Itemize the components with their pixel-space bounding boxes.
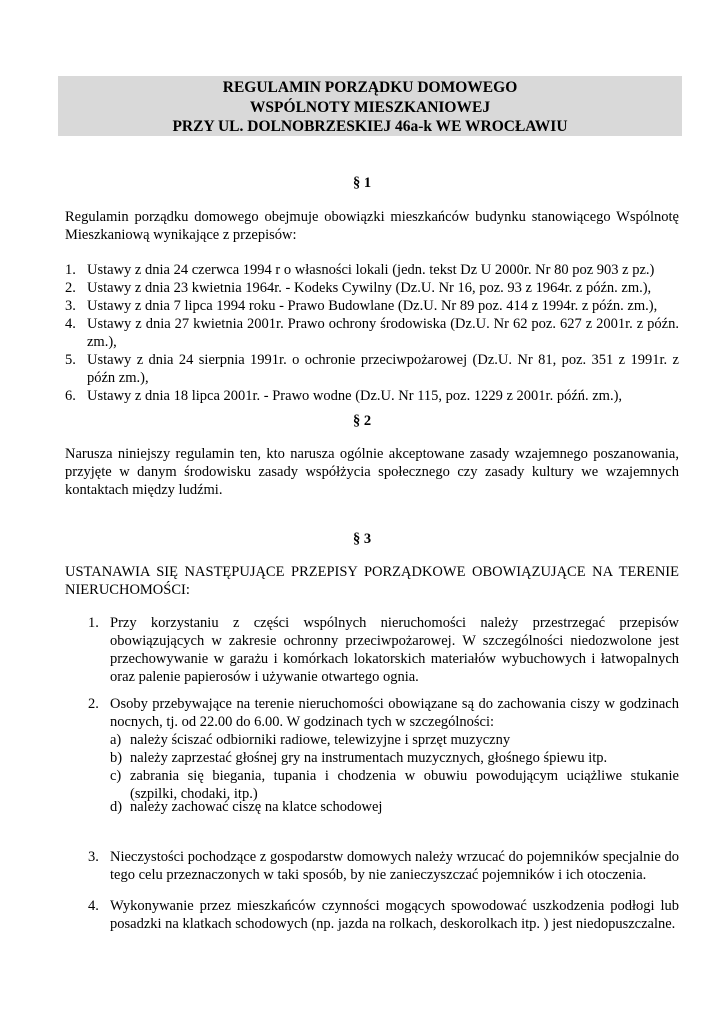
list-text: Ustawy z dnia 23 kwietnia 1964r. - Kodeks Cywilny (Dz.U. Nr 16, poz. 93 z 1964r. z późn. zm.), xyxy=(87,280,652,296)
list-number: 5. xyxy=(65,352,76,368)
title-line-2: WSPÓLNOTY MIESZKANIOWEJ xyxy=(249,98,491,116)
subitem-letter: b) xyxy=(110,750,123,766)
subitem-letter: a) xyxy=(110,732,122,748)
list-text: Osoby przebywające na terenie nieruchomości obowiązane są do zachowania ciszy w godzinach nocnych, tj. od 22.00 do 6.00. W godzinach tych w szczególności: xyxy=(110,696,679,730)
list-number: 3. xyxy=(88,849,99,865)
list-number: 1. xyxy=(65,262,76,278)
rule-list-item xyxy=(88,848,679,884)
section-3-intro: USTANAWIA SIĘ NASTĘPUJĄCE PRZEPISY PORZĄDKOWE OBOWIĄZUJĄCE NA TERENIE NIERUCHOMOŚCI: xyxy=(65,564,679,598)
law-list-item xyxy=(65,315,679,351)
rule-list-item xyxy=(88,695,679,731)
section-2-text: Narusza niniejszy regulamin ten, kto narusza ogólnie akceptowane zasady wzajemnego poszanowania, przyjęte w danym środowisku zasady współżycia społecznego czy zasady kultury we wzajemnych kontaktach między ludźmi. xyxy=(65,446,679,498)
list-text: Ustawy z dnia 27 kwietnia 2001r. Prawo ochrony środowiska (Dz.U. Nr 62 poz. 627 z 2001r. z późn. zm.), xyxy=(87,316,679,350)
list-text: Ustawy z dnia 24 sierpnia 1991r. o ochronie przeciwpożarowej (Dz.U. Nr 81, poz. 351 z 1991r. z późn zm.), xyxy=(87,352,679,386)
section-1-sign: § 1 xyxy=(352,175,372,191)
list-text: Przy korzystaniu z części wspólnych nieruchomości należy przestrzegać przepisów obowiązujących w zakresie ochronny przeciwpożarowej. W szczególności niedozwolone jest przechowywanie w garażu i komórkach lokatorskich materiałów wybuchowych i łatwopalnych oraz palenie papierosów i używanie otwartego ognia. xyxy=(110,615,679,685)
law-list-item xyxy=(65,387,679,405)
list-text: Nieczystości pochodzące z gospodarstw domowych należy wrzucać do pojemników specjalnie do tego celu przeznaczonych w taki sposób, by nie zanieczyszczać pojemników i ich otoczenia. xyxy=(110,849,679,883)
subitem-letter: d) xyxy=(110,799,123,815)
subitem-letter: c) xyxy=(110,768,122,784)
list-number: 4. xyxy=(65,316,76,332)
subitem-text: należy ściszać odbiorniki radiowe, telewizyjne i sprzęt muzyczny xyxy=(130,732,511,748)
section-3-sign: § 3 xyxy=(352,531,372,547)
rule-subitem xyxy=(110,798,679,816)
rule-list-item xyxy=(88,614,679,686)
list-number: 6. xyxy=(65,388,76,404)
rule-list-item xyxy=(88,897,679,933)
law-list-item xyxy=(65,261,679,279)
list-text: Wykonywanie przez mieszkańców czynności mogących spowodować uszkodzenia podłogi lub posadzki na klatkach schodowych (np. jazda na rolkach, deskorolkach itp. ) jest niedopuszczalne. xyxy=(110,898,679,932)
list-text: Ustawy z dnia 18 lipca 2001r. - Prawo wodne (Dz.U. Nr 115, poz. 1229 z 2001r. późń. zm.), xyxy=(87,388,623,404)
document-title-box xyxy=(58,76,682,136)
list-text: Ustawy z dnia 24 czerwca 1994 r o własności lokali (jedn. tekst Dz U 2000r. Nr 80 poz 903 z pz.) xyxy=(87,262,655,278)
subitem-text: zabrania się biegania, tupania i chodzenia w obuwiu powodującym uciążliwe stukanie (szpilki, chodaki, itp.) xyxy=(130,768,679,802)
list-number: 2. xyxy=(65,280,76,296)
list-number: 4. xyxy=(88,898,99,914)
title-line-3: PRZY UL. DOLNOBRZESKIEJ 46a-k WE WROCŁAWIU xyxy=(172,118,568,135)
title-line-1: REGULAMIN PORZĄDKU DOMOWEGO xyxy=(222,79,518,96)
subitem-text: należy zachować ciszę na klatce schodowej xyxy=(130,799,383,815)
rule-subitem xyxy=(110,749,679,767)
subitem-text: należy zaprzestać głośnej gry na instrumentach muzycznych, głośnego śpiewu itp. xyxy=(130,750,608,766)
law-list-item xyxy=(65,297,679,315)
list-number: 3. xyxy=(65,298,76,314)
law-list-item xyxy=(65,279,679,297)
list-text: Ustawy z dnia 7 lipca 1994 roku - Prawo Budowlane (Dz.U. Nr 89 poz. 414 z 1994r. z późn. zm.), xyxy=(87,298,658,314)
rule-subitem xyxy=(110,731,679,749)
section-2-sign: § 2 xyxy=(352,413,372,429)
list-number: 2. xyxy=(88,696,99,712)
section-1-intro: Regulamin porządku domowego obejmuje obowiązki mieszkańców budynku stanowiącego Wspólnotę Mieszkaniową wynikające z przepisów: xyxy=(65,209,679,243)
law-list-item xyxy=(65,351,679,387)
list-number: 1. xyxy=(88,615,99,631)
